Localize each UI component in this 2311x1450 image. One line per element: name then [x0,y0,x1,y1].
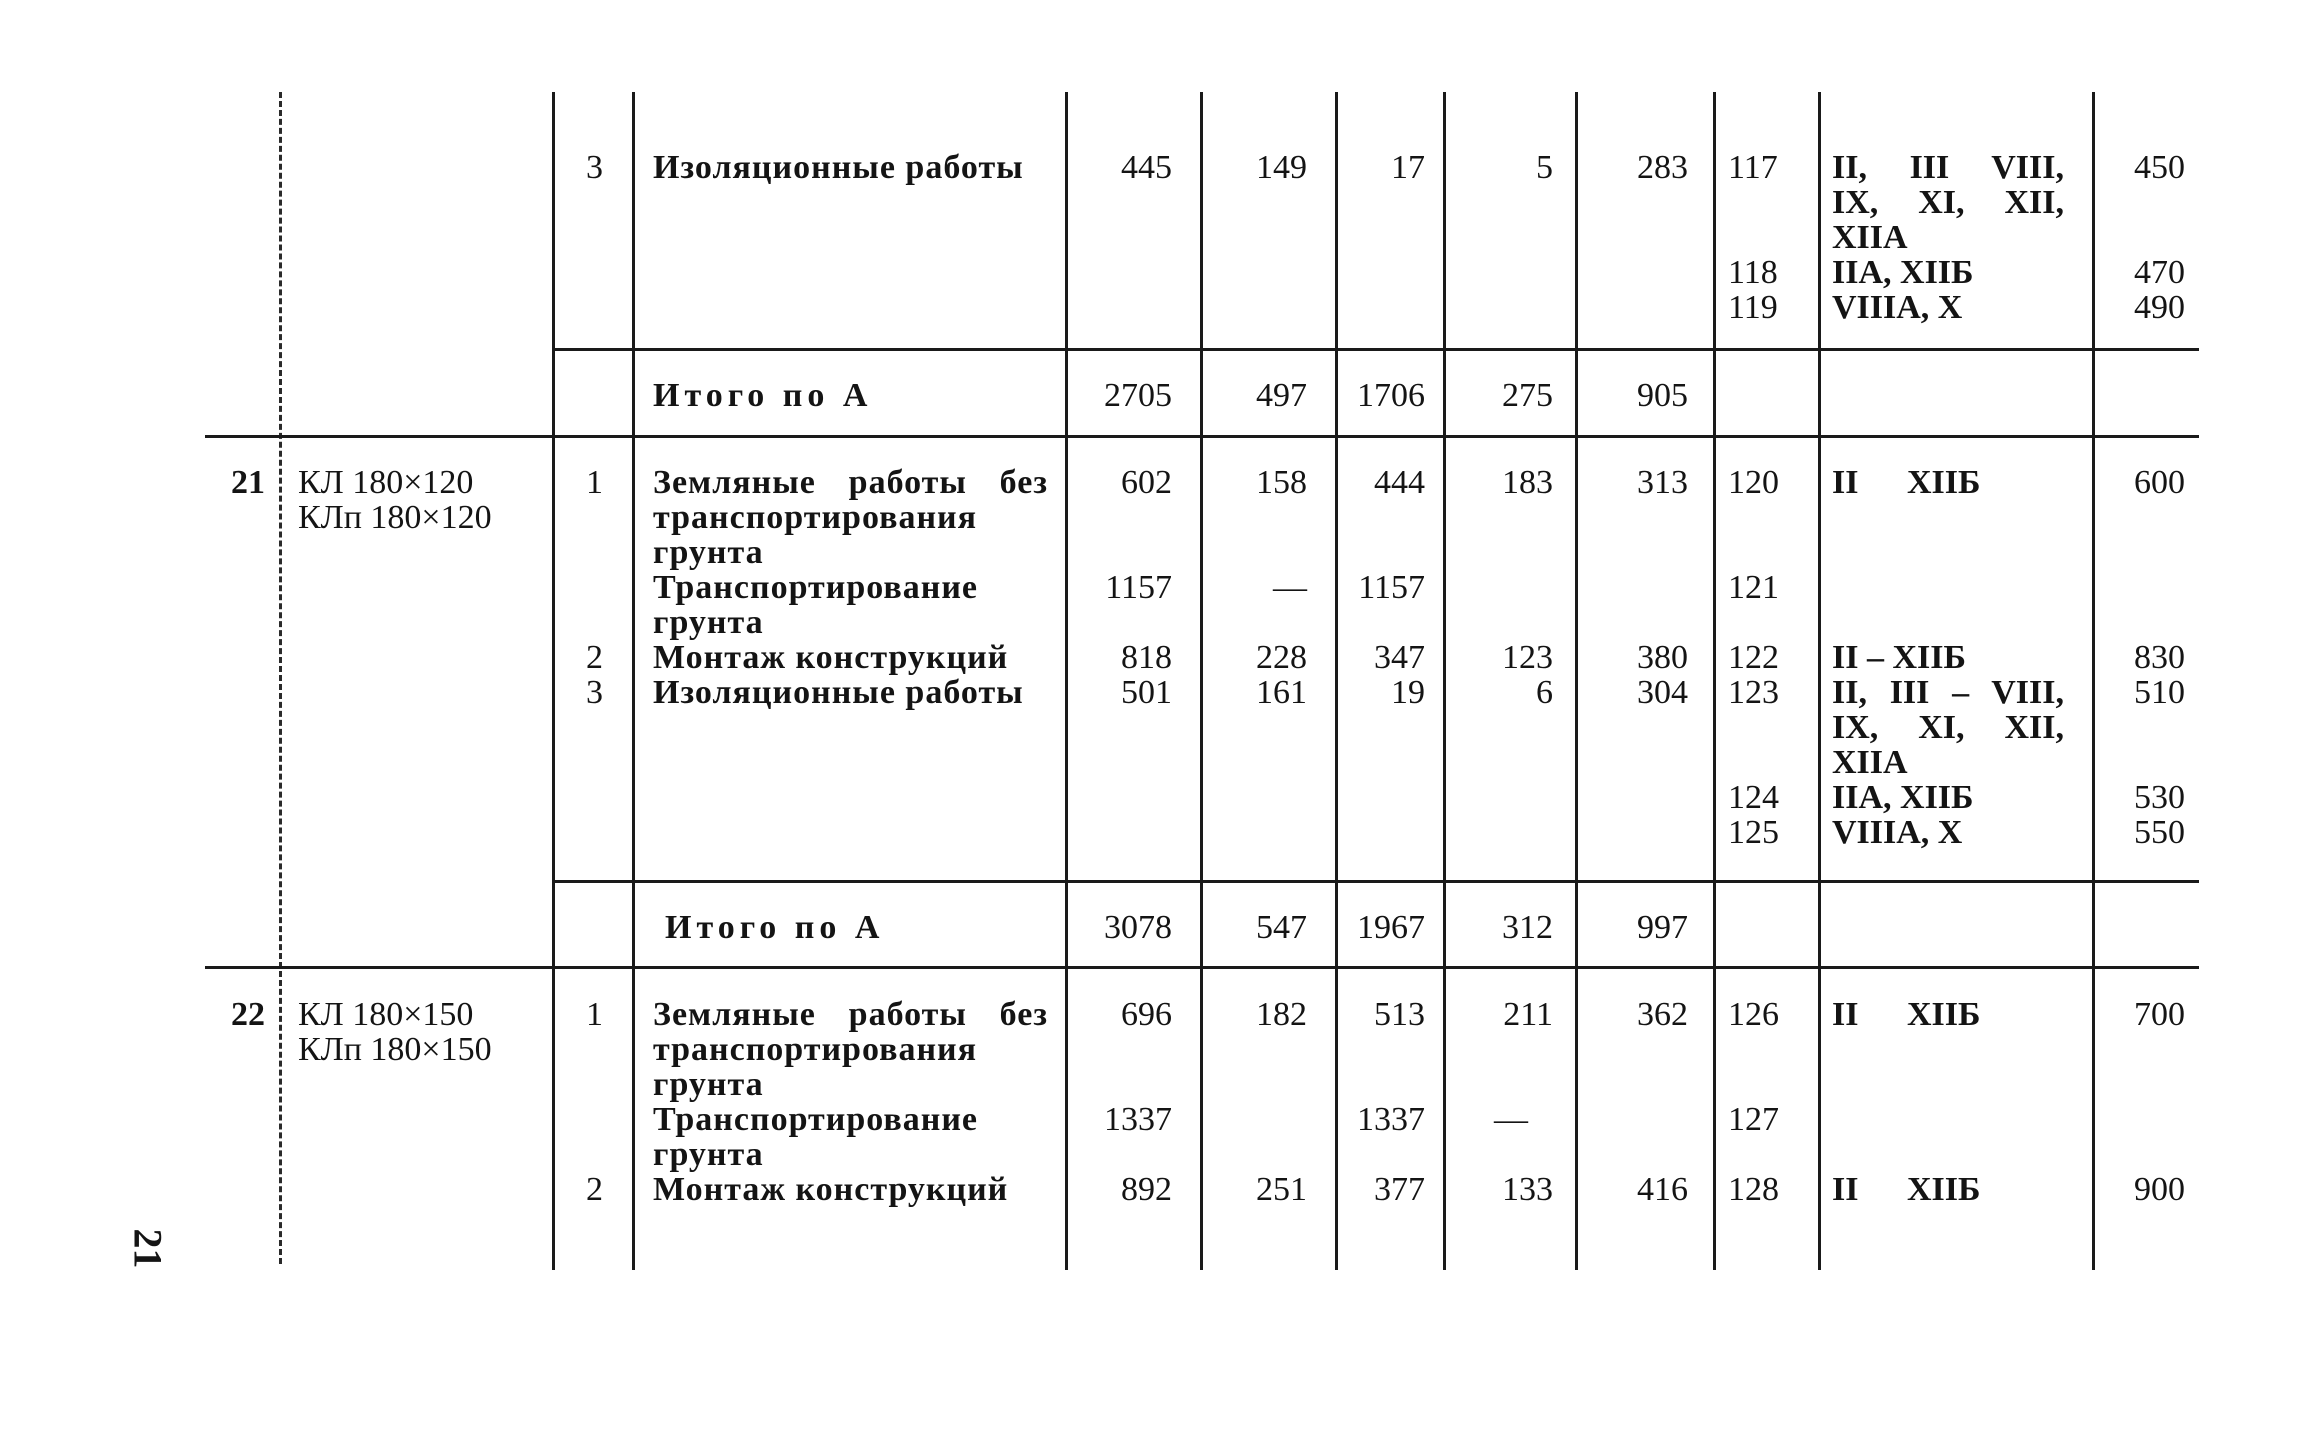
value-cell: 5 [1536,149,1553,186]
value-cell: 1337 [1357,1101,1425,1138]
row-number: 2 [586,639,603,676]
total-value: 3078 [1104,909,1172,946]
col-rule [632,92,635,1270]
value-cell: 228 [1256,639,1307,676]
value-cell: 1157 [1105,569,1172,606]
col-rule [279,92,282,1264]
row-rule [552,348,2199,351]
row-number: 3 [586,149,603,186]
price-code: 124 [1728,779,1779,816]
region-list: IX, XI, XII, [1832,709,2064,746]
price-value: 510 [2134,674,2185,711]
region-list: VIIIA, X [1832,814,1963,851]
value-cell: 696 [1121,996,1172,1033]
price-value: 700 [2134,996,2185,1033]
value-cell: 445 [1121,149,1172,186]
region-list: II – XIIБ [1832,639,1966,676]
item-number: 21 [231,464,265,501]
price-code: 122 [1728,639,1779,676]
total-value: 1706 [1357,377,1425,414]
price-value: 830 [2134,639,2185,676]
region-list: VIIIA, X [1832,289,1963,326]
price-code: 120 [1728,464,1779,501]
row-rule [205,966,2199,969]
work-description: грунта [653,1136,764,1173]
value-cell: 251 [1256,1171,1307,1208]
work-description: Транспортирование [653,1101,979,1138]
price-code: 121 [1728,569,1779,606]
item-name: КЛп 180×150 [298,1031,492,1068]
total-value: 997 [1637,909,1688,946]
value-cell: 501 [1121,674,1172,711]
page-number: 21 [125,1228,171,1269]
value-cell: 416 [1637,1171,1688,1208]
col-rule [1575,92,1578,1270]
region-list: IX, XI, XII, [1832,184,2064,221]
total-value: 2705 [1104,377,1172,414]
col-rule [1065,92,1068,1270]
value-cell: 444 [1374,464,1425,501]
price-value: 600 [2134,464,2185,501]
value-cell: 182 [1256,996,1307,1033]
value-cell: — [1494,1101,1528,1138]
value-cell: 362 [1637,996,1688,1033]
value-cell: 313 [1637,464,1688,501]
price-code: 117 [1728,149,1778,186]
value-cell: 513 [1374,996,1425,1033]
value-cell: 17 [1391,149,1425,186]
value-cell: 19 [1391,674,1425,711]
col-rule [1335,92,1338,1270]
price-code: 119 [1728,289,1778,326]
price-value: 530 [2134,779,2185,816]
work-description: Монтаж конструкций [653,639,1009,676]
value-cell: 818 [1121,639,1172,676]
work-description: Изоляционные работы [653,149,1024,186]
value-cell: — [1273,569,1307,606]
value-cell: 304 [1637,674,1688,711]
col-rule [1818,92,1821,1270]
region-list: XIIA [1832,744,1908,781]
value-cell: 133 [1502,1171,1553,1208]
col-rule [1443,92,1446,1270]
value-cell: 161 [1256,674,1307,711]
total-value: 547 [1256,909,1307,946]
item-number: 22 [231,996,265,1033]
price-code: 118 [1728,254,1778,291]
value-cell: 211 [1503,996,1553,1033]
region-list: II XIIБ [1832,1171,1981,1208]
value-cell: 1157 [1358,569,1425,606]
total-label: Итого по А [665,909,885,946]
total-value: 497 [1256,377,1307,414]
row-rule [205,435,2199,438]
price-code: 126 [1728,996,1779,1033]
col-rule [1713,92,1716,1270]
row-number: 1 [586,996,603,1033]
work-description: грунта [653,604,764,641]
value-cell: 380 [1637,639,1688,676]
work-description: Земляные работы без [653,996,1048,1033]
value-cell: 1337 [1104,1101,1172,1138]
total-value: 312 [1502,909,1553,946]
value-cell: 283 [1637,149,1688,186]
value-cell: 149 [1256,149,1307,186]
work-description: Транспортирование [653,569,979,606]
row-number: 3 [586,674,603,711]
total-value: 1967 [1357,909,1425,946]
price-value: 450 [2134,149,2185,186]
item-name: КЛп 180×120 [298,499,492,536]
value-cell: 602 [1121,464,1172,501]
item-name: КЛ 180×120 [298,464,474,501]
total-value: 275 [1502,377,1553,414]
work-description: транспортирования [653,1031,978,1068]
value-cell: 377 [1374,1171,1425,1208]
region-list: II, III – VIII, [1832,674,2064,711]
value-cell: 892 [1121,1171,1172,1208]
region-list: XIIA [1832,219,1908,256]
price-code: 125 [1728,814,1779,851]
price-value: 490 [2134,289,2185,326]
col-rule [2092,92,2095,1270]
price-value: 470 [2134,254,2185,291]
work-description: Земляные работы без [653,464,1048,501]
price-value: 900 [2134,1171,2185,1208]
value-cell: 183 [1502,464,1553,501]
price-value: 550 [2134,814,2185,851]
price-code: 127 [1728,1101,1779,1138]
price-code: 128 [1728,1171,1779,1208]
region-list: II XIIБ [1832,996,1981,1033]
col-rule [1200,92,1203,1270]
work-description: Изоляционные работы [653,674,1024,711]
region-list: II XIIБ [1832,464,1981,501]
price-code: 123 [1728,674,1779,711]
value-cell: 123 [1502,639,1553,676]
work-description: грунта [653,1066,764,1103]
work-description: транспортирования [653,499,978,536]
col-rule [552,92,555,1270]
value-cell: 158 [1256,464,1307,501]
row-number: 1 [586,464,603,501]
region-list: IIA, XIIБ [1832,254,1974,291]
row-rule [552,880,2199,883]
value-cell: 6 [1536,674,1553,711]
work-description: грунта [653,534,764,571]
region-list: II, III VIII, [1832,149,2064,186]
row-number: 2 [586,1171,603,1208]
work-description: Монтаж конструкций [653,1171,1009,1208]
item-name: КЛ 180×150 [298,996,474,1033]
value-cell: 347 [1374,639,1425,676]
region-list: IIA, XIIБ [1832,779,1974,816]
total-value: 905 [1637,377,1688,414]
total-label: Итого по А [653,377,873,414]
